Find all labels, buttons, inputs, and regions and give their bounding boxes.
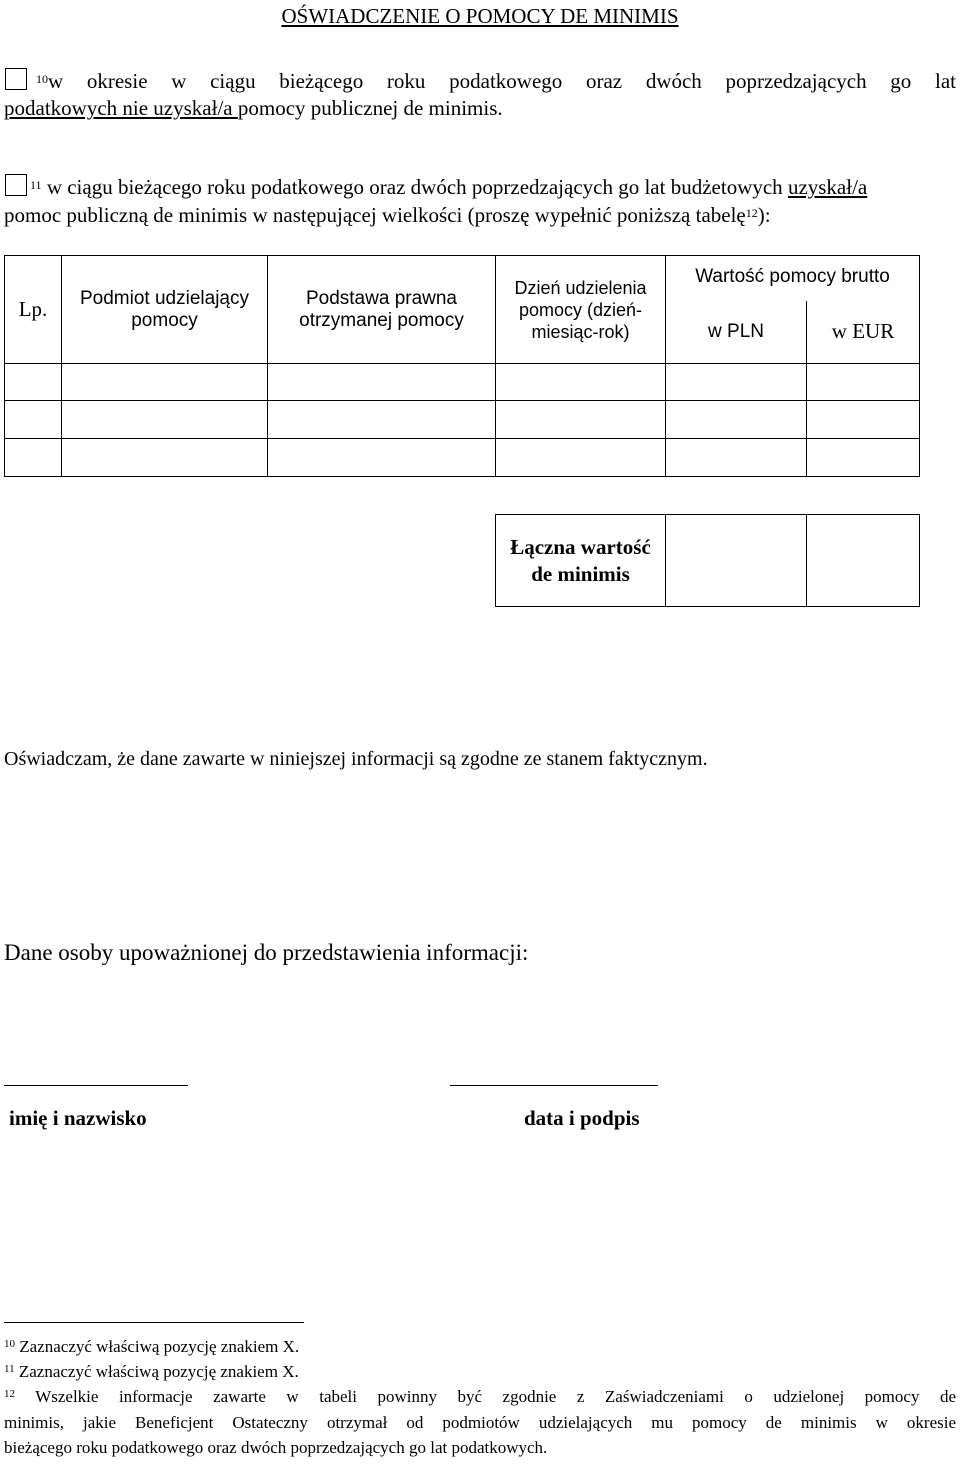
- footnote-separator: [4, 1322, 304, 1323]
- option-not-received-line1: $^{10}$w okresie w ciągu bieżącego roku podatkowego oraz dwóch poprzedzających go lat: [36, 69, 956, 93]
- document-title: OŚWIADCZENIE O POMOCY DE MINIMIS: [281, 4, 679, 28]
- total-eur-cell[interactable]: [807, 515, 920, 607]
- name-label: imię i nazwisko: [9, 1106, 147, 1130]
- total-table: [495, 514, 920, 607]
- cell-podmiot[interactable]: [62, 401, 268, 439]
- cell-podstawa[interactable]: [268, 401, 496, 439]
- footnote-11: $^{11}$ Zaznaczyć właściwą pozycję znakiem X.: [4, 1362, 299, 1381]
- not-received-underlined: podatkowych nie uzyskał/a: [4, 96, 238, 120]
- footnote-ref: 11: [30, 178, 42, 192]
- cell-eur[interactable]: [807, 401, 920, 439]
- table-row: [5, 439, 920, 477]
- cell-lp[interactable]: [5, 439, 62, 477]
- cell-eur[interactable]: [807, 439, 920, 477]
- col-eur-header: w EUR: [807, 301, 920, 364]
- col-lp-header: Lp.: [5, 256, 62, 364]
- col-dzien-header: Dzień udzielenia pomocy (dzień-miesiąc-rok): [496, 256, 666, 364]
- col-pln-header: w PLN: [666, 301, 807, 364]
- name-signature-line: [4, 1085, 188, 1086]
- total-label: Łączna wartość de minimis: [496, 515, 666, 607]
- cell-podmiot[interactable]: [62, 439, 268, 477]
- option-received-checkbox[interactable]: [5, 174, 27, 196]
- cell-pln[interactable]: [666, 439, 807, 477]
- received-underlined: uzyskał/a: [787, 175, 868, 199]
- cell-dzien[interactable]: [496, 364, 666, 401]
- footnote-ref: 10: [36, 72, 48, 86]
- cell-pln[interactable]: [666, 364, 807, 401]
- cell-podstawa[interactable]: [268, 439, 496, 477]
- option-received-line1: $^{11}$ w ciągu bieżącego roku podatkowego oraz dwóch poprzedzających go lat budżetowych uzyskał/a: [30, 175, 868, 199]
- footnote-ref: 12: [745, 206, 758, 220]
- cell-podstawa[interactable]: [268, 364, 496, 401]
- col-podstawa-header: Podstawa prawna otrzymanej pomocy: [268, 256, 496, 364]
- cell-lp[interactable]: [5, 401, 62, 439]
- cell-dzien[interactable]: [496, 439, 666, 477]
- col-wartosc-header: Wartość pomocy brutto: [666, 256, 920, 301]
- footnote-12-line3: bieżącego roku podatkowego oraz dwóch poprzedzających go lat podatkowych.: [4, 1438, 548, 1457]
- authorized-heading: Dane osoby upoważnionej do przedstawienia informacji:: [4, 940, 529, 965]
- cell-dzien[interactable]: [496, 401, 666, 439]
- option-received-line2: pomoc publiczną de minimis w następującej wielkości (proszę wypełnić poniższą tabelę$^{12}$):: [4, 203, 771, 227]
- date-signature-label: data i podpis: [524, 1106, 640, 1130]
- total-pln-cell[interactable]: [666, 515, 807, 607]
- cell-eur[interactable]: [807, 364, 920, 401]
- cell-podmiot[interactable]: [62, 364, 268, 401]
- table-row: [5, 401, 920, 439]
- footnote-10: $^{10}$ Zaznaczyć właściwą pozycję znakiem X.: [4, 1337, 300, 1356]
- table-row: [5, 364, 920, 401]
- col-podmiot-header: Podmiot udzielający pomocy: [62, 256, 268, 364]
- footnote-12-line2: minimis, jakie Beneficjent Ostateczny otrzymał od podmiotów udzielających mu pomocy de minimis w okresie: [4, 1413, 956, 1432]
- declaration-text: Oświadczam, że dane zawarte w niniejszej informacji są zgodne ze stanem faktycznym.: [4, 748, 708, 770]
- footnote-12-line1: $^{12}$ Wszelkie informacje zawarte w tabeli powinny być zgodnie z Zaświadczeniami o udzielonej pomocy de: [4, 1387, 956, 1406]
- de-minimis-table: [4, 255, 920, 477]
- date-signature-line: [450, 1085, 658, 1086]
- cell-lp[interactable]: [5, 364, 62, 401]
- cell-pln[interactable]: [666, 401, 807, 439]
- option-not-received-checkbox[interactable]: [5, 68, 27, 90]
- option-not-received-line2: podatkowych nie uzyskał/a pomocy publicznej de minimis.: [4, 96, 503, 120]
